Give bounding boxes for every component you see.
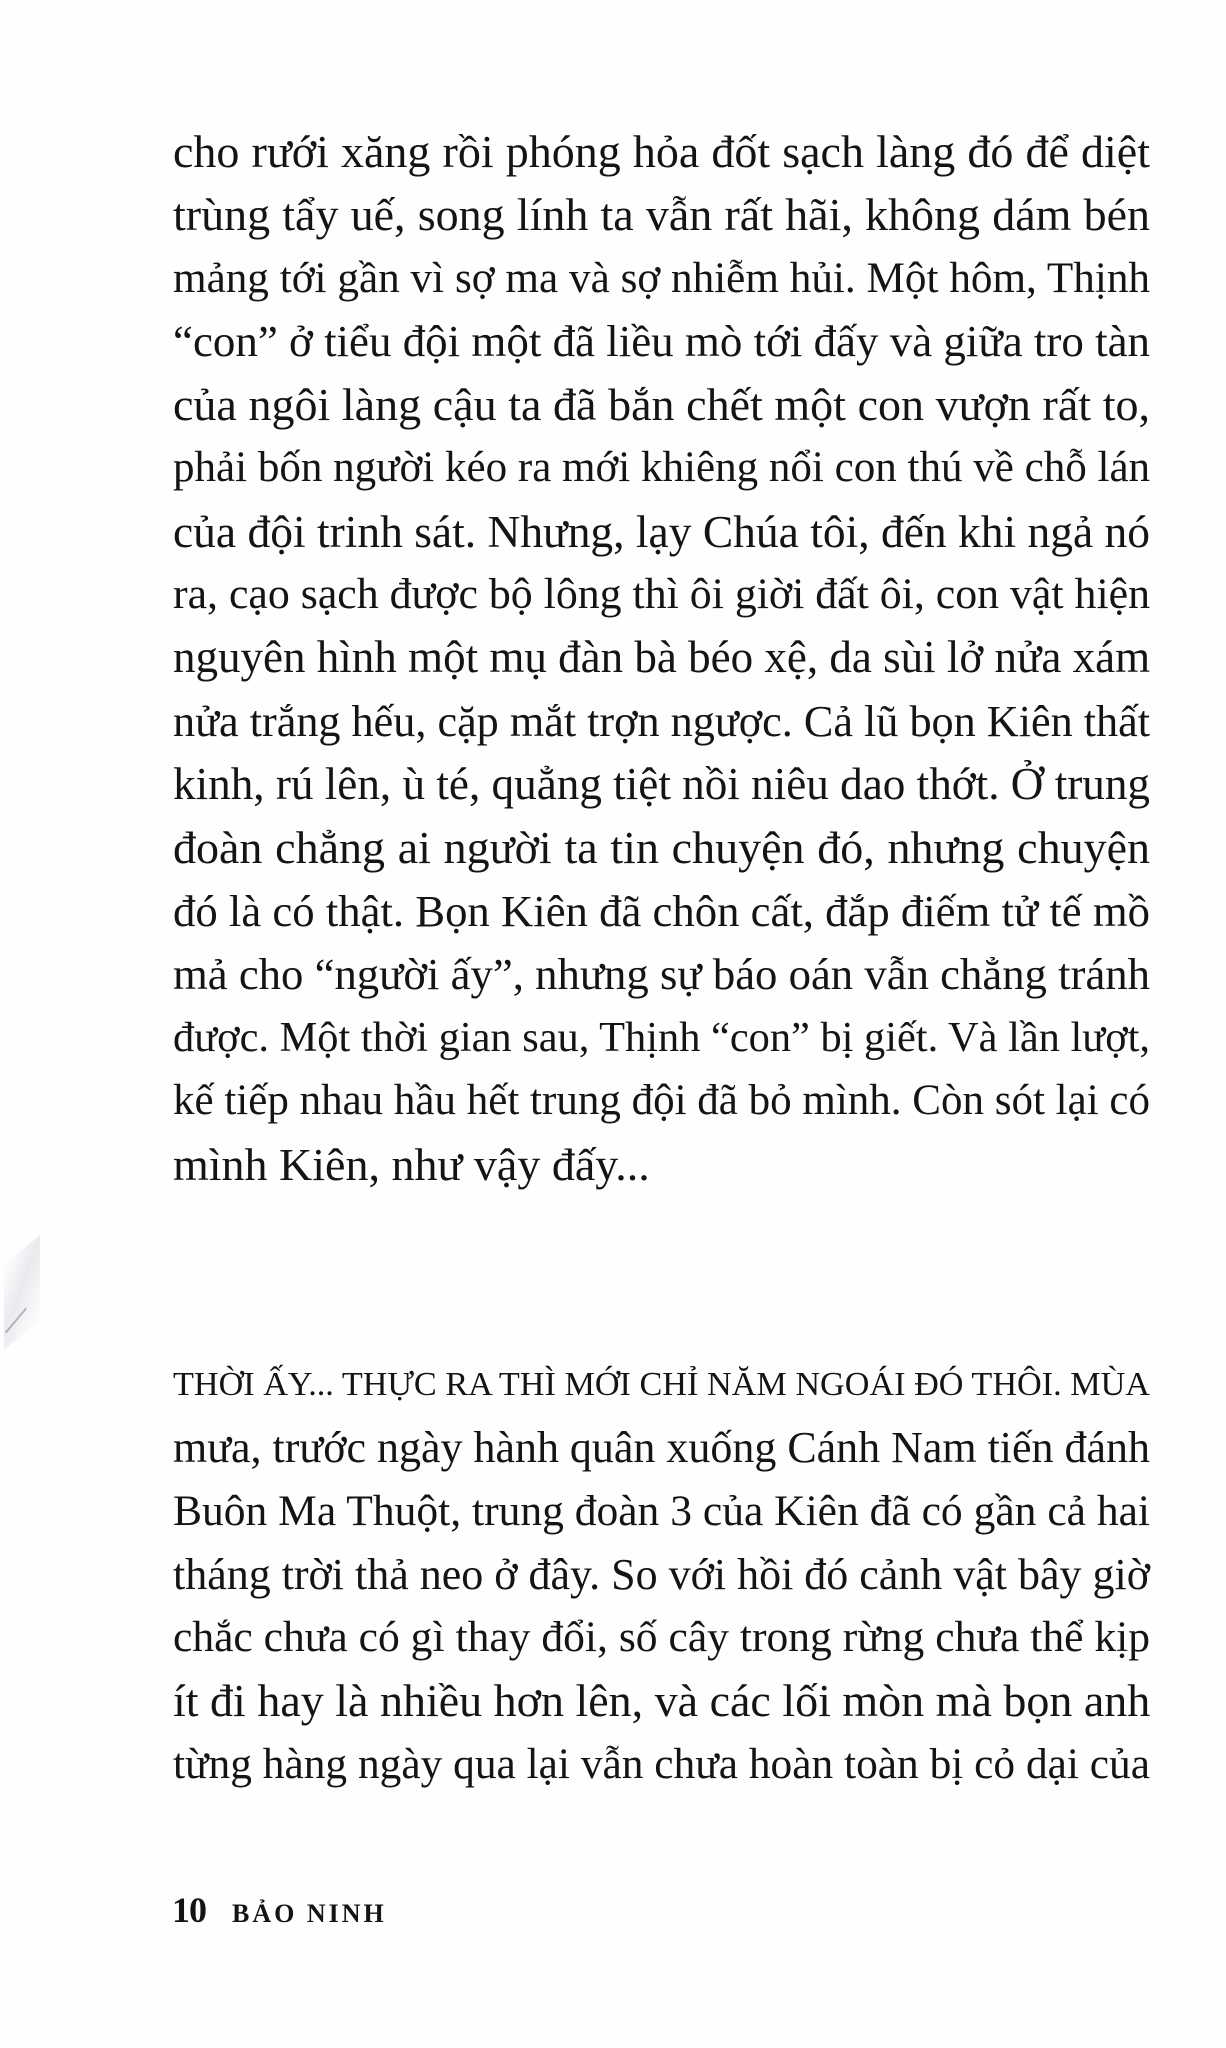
page-footer	[172, 1888, 387, 1932]
text-line-paragraph-end: mình Kiên, như vậy đấy...	[173, 1138, 650, 1190]
text-line: “con” ở tiểu đội một đã liều mò tới đấy và giữa tro tàn	[173, 315, 1150, 366]
text-line: chắc chưa có gì thay đổi, số cây trong rừng chưa thể kịp	[173, 1613, 1150, 1662]
text-line: mảng tới gần vì sợ ma và sợ nhiễm hủi. Một hôm, Thịnh	[173, 254, 1150, 302]
text-line: phải bốn người kéo ra mới khiêng nổi con thú về chỗ lán	[173, 444, 1151, 492]
body-text-section-1	[173, 120, 1150, 1196]
text-line: kế tiếp nhau hầu hết trung đội đã bỏ mình. Còn sót lại có	[173, 1077, 1150, 1125]
text-line: của ngôi làng cậu ta đã bắn chết một con vượn rất to,	[173, 379, 1150, 431]
scan-smear-artifact	[4, 1235, 40, 1350]
text-line: nguyên hình một mụ đàn bà béo xệ, da sùi lở nửa xám	[173, 632, 1151, 683]
body-text-section-2	[173, 1353, 1150, 1796]
text-line: ra, cạo sạch được bộ lông thì ôi giời đất ôi, con vật hiện	[173, 570, 1150, 619]
text-line: mưa, trước ngày hành quân xuống Cánh Nam tiến đánh	[173, 1423, 1150, 1473]
running-footer-author: BẢO NINH	[232, 1899, 387, 1928]
text-line: đoàn chẳng ai người ta tin chuyện đó, nhưng chuyện	[173, 822, 1150, 874]
page-number: 10	[172, 1890, 206, 1930]
text-line: tháng trời thả neo ở đây. So với hồi đó cảnh vật bây giờ	[173, 1549, 1150, 1599]
text-line: đó là có thật. Bọn Kiên đã chôn cất, đắp điếm tử tế mồ	[173, 885, 1150, 936]
text-line: từng hàng ngày qua lại vẫn chưa hoàn toàn bị cỏ dại của	[173, 1739, 1150, 1788]
text-line: Buôn Ma Thuột, trung đoàn 3 của Kiên đã có gần cả hai	[173, 1486, 1150, 1535]
text-line: được. Một thời gian sau, Thịnh “con” bị giết. Và lần lượt,	[173, 1014, 1150, 1062]
text-line: nửa trắng hếu, cặp mắt trợn ngược. Cả lũ bọn Kiên thất	[173, 696, 1150, 746]
section-opening-line: THỜI ẤY... THỰC RA THÌ MỚI CHỈ NĂM NGOÁI ĐÓ THÔI. MÙA	[173, 1366, 1150, 1403]
text-line: mả cho “người ấy”, nhưng sự báo oán vẫn chẳng tránh	[173, 948, 1150, 999]
text-line: trùng tẩy uế, song lính ta vẫn rất hãi, không dám bén	[173, 189, 1150, 241]
text-line: ít đi hay là nhiều hơn lên, và các lối mòn mà bọn anh	[173, 1675, 1151, 1727]
text-line: cho rưới xăng rồi phóng hỏa đốt sạch làng đó để diệt	[173, 126, 1150, 177]
text-line: của đội trinh sát. Nhưng, lạy Chúa tôi, đến khi ngả nó	[173, 505, 1150, 557]
text-line: kinh, rú lên, ù té, quẳng tiệt nồi niêu dao thớt. Ở trung	[173, 758, 1151, 809]
